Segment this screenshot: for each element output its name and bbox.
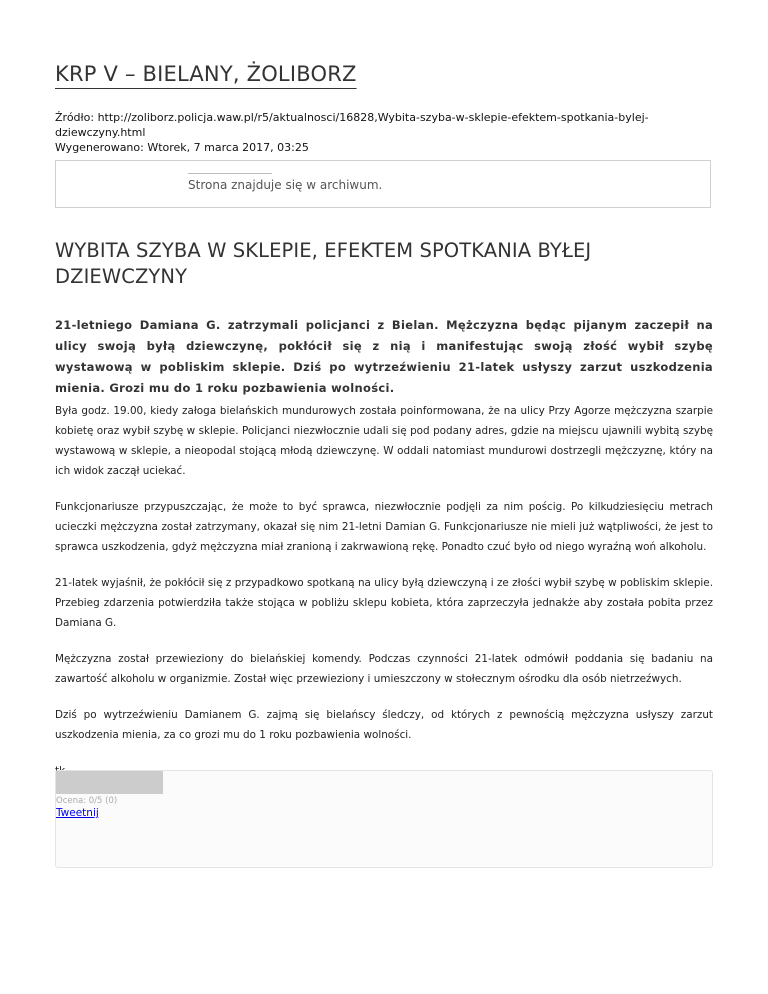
- article-paragraph: Dziś po wytrzeźwieniu Damianem G. zajmą się bielańscy śledczy, od których z pewnością mężczyzna usłyszy zarzut uszkodzenia mienia, za co grozi mu do 1 roku pozbawienia wolności.: [55, 709, 713, 741]
- article-paragraph: 21-latek wyjaśnił, że pokłócił się z przypadkowo spotkaną na ulicy byłą dziewczyną i ze złości wybił szybę w pobliskim sklepie. Przebieg zdarzenia potwierdziła także stojąca w pobliżu sklepu kobieta, która zaprzeczyła jednakże aby została pobita przez Damiana G.: [55, 577, 713, 629]
- rating-stars-bar[interactable]: [56, 771, 163, 794]
- document-meta: [55, 110, 735, 155]
- archive-notice-box: [55, 160, 711, 208]
- tweet-link[interactable]: Tweetnij: [56, 807, 99, 819]
- generated-line: Wygenerowano: Wtorek, 7 marca 2017, 03:25: [55, 141, 309, 154]
- site-title: KRP V – BIELANY, ŻOLIBORZ: [55, 62, 357, 86]
- article-paragraph: Była godz. 19.00, kiedy załoga bielańskich mundurowych została poinformowana, że na ulicy Przy Agorze mężczyzna szarpie kobietę oraz wybił szybę w sklepie. Policjanci niezwłocznie udali się pod podany adres, gdzie na miejscu ujawnili wybitą szybę wystawową w sklepie, a nieopodal stojącą młodą dziewczynę. W oddali natomiast mundurowi dostrzegli mężczyznę, który na ich widok zaczął uciekać.: [55, 405, 713, 477]
- rating-label: Ocena: 0/5 (0): [56, 796, 118, 806]
- archive-divider: [188, 173, 272, 174]
- article-paragraph: Mężczyzna został przewieziony do bielańskiej komendy. Podczas czynności 21-latek odmówił poddania się badaniu na zawartość alkoholu w organizmie. Został więc przewieziony i umieszczony w stołecznym ośrodku dla osób nietrzeźwych.: [55, 653, 713, 685]
- article-body: [55, 401, 713, 797]
- article-lead: 21-letniego Damiana G. zatrzymali policjanci z Bielan. Mężczyzna będąc pijanym zaczepił na ulicy swoją byłą dziewczynę, pokłócił się z nią i manifestując swoją złość wybił szybę wystawową w pobliskim sklepie. Dziś po wytrzeźwieniu 21-latek usłyszy zarzut uszkodzenia mienia. Grozi mu do 1 roku pozbawienia wolności.: [55, 318, 713, 395]
- archive-notice: Strona znajduje się w archiwum.: [188, 178, 383, 192]
- source-line: Źródło: http://zoliborz.policja.waw.pl/r5/aktualnosci/16828,Wybita-szyba-w-sklepie-efektem-spotkania-bylej-dziewczyny.html: [55, 111, 649, 139]
- rating-box: [55, 770, 713, 868]
- article-paragraph: Funkcjonariusze przypuszczając, że może to być sprawca, niezwłocznie podjęli za nim pościg. Po kilkudziesięciu metrach ucieczki mężczyzna został zatrzymany, okazał się nim 21-letni Damian G. Funkcjonariusze nie mieli już wątpliwości, że jest to sprawca uszkodzenia, gdyż mężczyzna miał zranioną i zakrwawioną rękę. Ponadto czuć było od niego wyraźną woń alkoholu.: [55, 501, 713, 553]
- article-title: WYBITA SZYBA W SKLEPIE, EFEKTEM SPOTKANIA BYŁEJ DZIEWCZYNY: [55, 239, 592, 288]
